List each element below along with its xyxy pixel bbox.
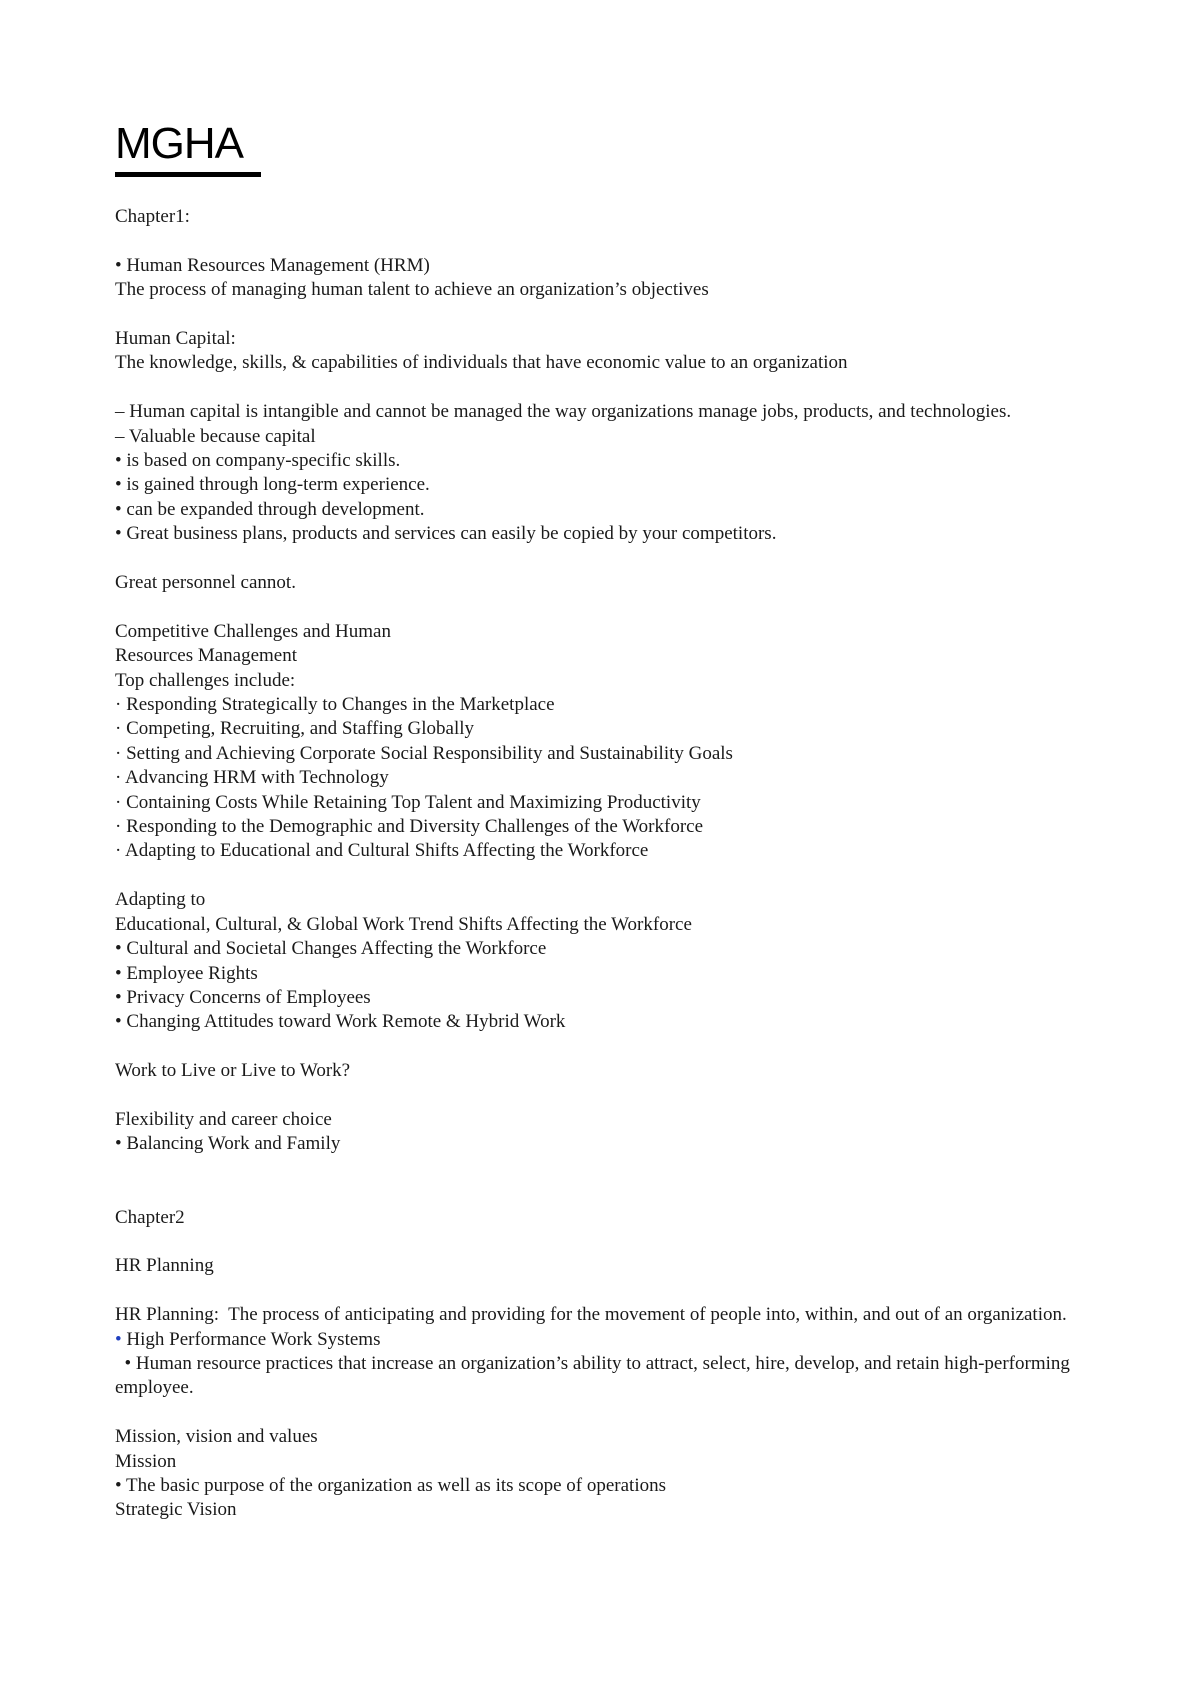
human-capital-label: Human Capital: — [115, 328, 236, 349]
list-item: • Balancing Work and Family — [115, 1133, 341, 1155]
list-item: • is gained through long-term experience. — [115, 474, 430, 496]
mvv-heading: Mission, vision and values — [115, 1426, 318, 1448]
list-item: • can be expanded through development. — [115, 498, 425, 520]
document-page — [115, 120, 1115, 1523]
list-item: · Setting and Achieving Corporate Social Responsibility and Sustainability Goals — [115, 742, 733, 764]
list-item: • Cultural and Societal Changes Affecting the Workforce — [115, 938, 547, 960]
chapter1-heading: Chapter1: — [115, 206, 190, 227]
challenges-heading-continued: Resources Management — [115, 645, 298, 667]
chapter2-heading: Chapter2 — [115, 1206, 185, 1228]
bullet-icon: • — [115, 1328, 122, 1350]
title-underline — [115, 172, 261, 177]
list-item: · Competing, Recruiting, and Staffing Globally — [115, 718, 475, 740]
spacer — [115, 1401, 1115, 1425]
spacer — [115, 229, 1115, 253]
challenges-intro: Top challenges include: — [115, 669, 296, 691]
list-item: • Great business plans, products and services can easily be copied by your competitors. — [115, 523, 777, 545]
hr-planning-title: HR Planning — [115, 1255, 214, 1277]
human-capital-definition: The knowledge, skills, & capabilities of individuals that have economic value to an organization — [115, 352, 848, 374]
adapting-heading-continued: Educational, Cultural, & Global Work Trend Shifts Affecting the Workforce — [115, 913, 692, 935]
spacer — [115, 864, 1115, 888]
spacer — [115, 376, 1115, 400]
spacer — [115, 1230, 1115, 1254]
list-item: – Human capital is intangible and cannot be managed the way organizations manage jobs, products, and technologies. — [115, 401, 1012, 423]
hpws-label: High Performance Work Systems — [121, 1328, 381, 1350]
list-item: • Employee Rights — [115, 962, 258, 984]
flexibility-text: Flexibility and career choice — [115, 1108, 332, 1130]
list-item: · Responding Strategically to Changes in the Marketplace — [115, 694, 555, 716]
spacer — [115, 547, 1115, 571]
great-personnel-text: Great personnel cannot. — [115, 572, 296, 594]
hrm-definition: The process of managing human talent to achieve an organization’s objectives — [115, 279, 709, 301]
list-item: · Advancing HRM with Technology — [115, 767, 389, 789]
spacer — [115, 1279, 1115, 1303]
list-item: • Privacy Concerns of Employees — [115, 986, 371, 1008]
work-live-question: Work to Live or Live to Work? — [115, 1060, 351, 1082]
spacer — [115, 1157, 1115, 1206]
mission-label: Mission — [115, 1450, 177, 1472]
document-title: MGHA — [115, 119, 243, 168]
spacer — [115, 1084, 1115, 1108]
spacer — [115, 1035, 1115, 1059]
list-item: · Responding to the Demographic and Diversity Challenges of the Workforce — [115, 816, 704, 838]
hr-planning-definition: HR Planning: The process of anticipating and providing for the movement of people into, within, and out of an organization. — [115, 1304, 1067, 1326]
hpws-definition: • Human resource practices that increase an organization’s ability to attract, select, hire, develop, and retain high-performing employee. — [115, 1352, 1075, 1399]
challenges-heading: Competitive Challenges and Human — [115, 620, 391, 642]
spacer — [115, 303, 1115, 327]
mission-definition: • The basic purpose of the organization as well as its scope of operations — [115, 1474, 666, 1496]
list-item: · Containing Costs While Retaining Top Talent and Maximizing Productivity — [115, 791, 701, 813]
strategic-vision-label: Strategic Vision — [115, 1499, 237, 1521]
list-item: • Changing Attitudes toward Work Remote & Hybrid Work — [115, 1011, 566, 1033]
adapting-heading: Adapting to — [115, 889, 206, 911]
spacer — [115, 595, 1115, 619]
hpws-line — [115, 1328, 1115, 1352]
hrm-label: • Human Resources Management (HRM) — [115, 254, 430, 276]
list-item: · Adapting to Educational and Cultural Shifts Affecting the Workforce — [115, 840, 649, 862]
list-item: – Valuable because capital — [115, 425, 316, 447]
list-item: • is based on company-specific skills. — [115, 450, 401, 472]
